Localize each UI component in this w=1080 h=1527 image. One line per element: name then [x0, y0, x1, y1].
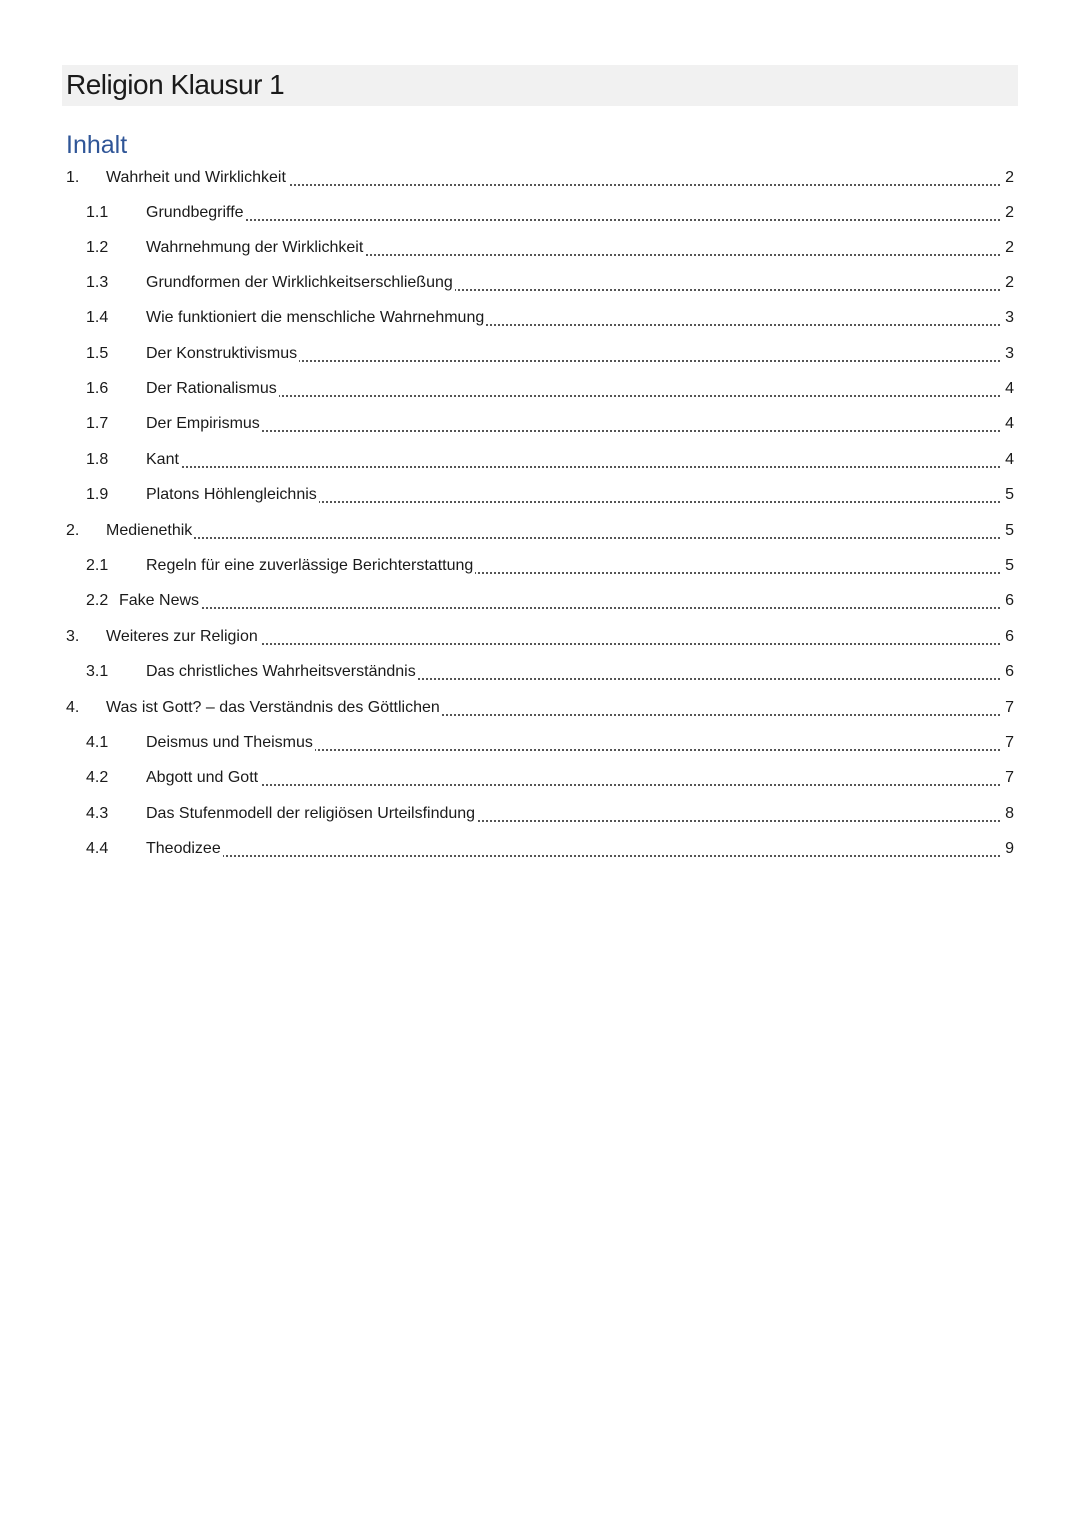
toc-entry-title: Das Stufenmodell der religiösen Urteilsfindung [146, 796, 477, 831]
toc-entry-title: Das christliches Wahrheitsverständnis [146, 654, 418, 689]
toc-entry-title: Fake News [119, 583, 201, 618]
toc-entry-page: 7 [1002, 760, 1014, 795]
toc-entry[interactable] [0, 442, 1080, 477]
toc-entry-page: 4 [1002, 442, 1014, 477]
toc-entry-page: 3 [1002, 336, 1014, 371]
toc-dot-leader [146, 430, 1000, 432]
toc-entry[interactable] [0, 265, 1080, 300]
toc-entry-title: Was ist Gott? – das Verständnis des Göttlichen [106, 690, 442, 725]
toc-entry[interactable] [0, 513, 1080, 548]
toc-entry-title: Theodizee [146, 831, 223, 866]
toc-entry[interactable] [0, 583, 1080, 618]
toc-entry-number: 1.7 [86, 415, 109, 432]
toc-entry-title: Grundformen der Wirklichkeitserschließung [146, 265, 455, 300]
toc-entry[interactable] [0, 406, 1080, 441]
toc-entry-title: Der Rationalismus [146, 371, 279, 406]
toc-entry-page: 6 [1002, 619, 1014, 654]
toc-entry-title: Grundbegriffe [146, 195, 246, 230]
toc-entry[interactable] [0, 477, 1080, 512]
toc-entry[interactable] [0, 690, 1080, 725]
toc-heading: Inhalt [66, 131, 128, 159]
toc-entry-number: 4. [66, 699, 80, 716]
toc-dot-leader [119, 607, 1000, 609]
document-title: Religion Klausur 1 [66, 69, 285, 100]
toc-entry-number: 1.5 [86, 345, 109, 362]
toc-entry-title: Weiteres zur Religion [106, 619, 260, 654]
toc-entry[interactable] [0, 195, 1080, 230]
toc-entry[interactable] [0, 300, 1080, 335]
toc-dot-leader [146, 784, 1000, 786]
toc-entry-number: 4.4 [86, 840, 109, 857]
toc-dot-leader [146, 219, 1000, 221]
toc-entry-page: 5 [1002, 513, 1014, 548]
toc-entry-number: 1.4 [86, 309, 109, 326]
toc-entry-title: Regeln für eine zuverlässige Berichterstattung [146, 548, 475, 583]
toc-entry-title: Deismus und Theismus [146, 725, 315, 760]
toc-entry[interactable] [0, 760, 1080, 795]
toc-entry-page: 7 [1002, 690, 1014, 725]
toc-entry[interactable] [0, 230, 1080, 265]
toc-entry[interactable] [0, 548, 1080, 583]
toc-entry[interactable] [0, 371, 1080, 406]
toc-entry-number: 2. [66, 522, 80, 539]
toc-entry[interactable] [0, 619, 1080, 654]
toc-entry-number: 3. [66, 628, 80, 645]
toc-entry-page: 3 [1002, 300, 1014, 335]
toc-entry[interactable] [0, 831, 1080, 866]
toc-entry-number: 1.6 [86, 380, 109, 397]
toc-entry-page: 8 [1002, 796, 1014, 831]
toc-entry-page: 2 [1002, 230, 1014, 265]
toc-entry-number: 4.2 [86, 769, 109, 786]
toc-entry-number: 2.2 [86, 592, 109, 609]
toc-entry-number: 1.2 [86, 239, 109, 256]
toc-entry-number: 4.1 [86, 734, 109, 751]
toc-entry-title: Medienethik [106, 513, 194, 548]
toc-dot-leader [106, 537, 1000, 539]
toc-entry-number: 2.1 [86, 557, 109, 574]
toc-entry-title: Wie funktioniert die menschliche Wahrnehmung [146, 300, 486, 335]
toc-entry-page: 9 [1002, 831, 1014, 866]
toc-entry-number: 3.1 [86, 663, 109, 680]
toc-entry-title: Platons Höhlengleichnis [146, 477, 319, 512]
toc-entry-page: 6 [1002, 654, 1014, 689]
toc-entry-page: 5 [1002, 548, 1014, 583]
toc-entry[interactable] [0, 796, 1080, 831]
toc-entry-page: 2 [1002, 195, 1014, 230]
toc-entry-page: 2 [1002, 160, 1014, 195]
toc-entry-number: 1. [66, 169, 80, 186]
toc-entry[interactable] [0, 336, 1080, 371]
toc-entry-title: Wahrheit und Wirklichkeit [106, 160, 288, 195]
toc-entry-number: 1.1 [86, 204, 109, 221]
toc-entry-number: 4.3 [86, 805, 109, 822]
toc-entry-page: 2 [1002, 265, 1014, 300]
toc-entry[interactable] [0, 160, 1080, 195]
toc-dot-leader [146, 855, 1000, 857]
toc-entry-title: Abgott und Gott [146, 760, 260, 795]
toc-entry-page: 7 [1002, 725, 1014, 760]
toc-entry-page: 6 [1002, 583, 1014, 618]
toc-entry[interactable] [0, 725, 1080, 760]
toc-entry-title: Kant [146, 442, 181, 477]
toc-dot-leader [146, 466, 1000, 468]
toc-entry-page: 5 [1002, 477, 1014, 512]
toc-entry[interactable] [0, 654, 1080, 689]
toc-entry-number: 1.8 [86, 451, 109, 468]
toc-entry-title: Der Empirismus [146, 406, 262, 441]
toc-entry-title: Wahrnehmung der Wirklichkeit [146, 230, 365, 265]
toc-entry-number: 1.9 [86, 486, 109, 503]
toc-entry-page: 4 [1002, 406, 1014, 441]
title-bar [62, 65, 1018, 106]
toc-entry-title: Der Konstruktivismus [146, 336, 299, 371]
toc-entry-page: 4 [1002, 371, 1014, 406]
toc-entry-number: 1.3 [86, 274, 109, 291]
